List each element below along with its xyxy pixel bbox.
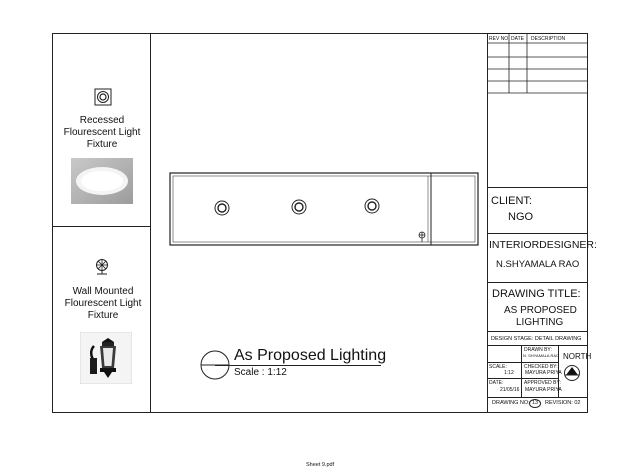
designer-top-border (487, 233, 588, 234)
recessed-light-marker (215, 201, 229, 215)
drawing-title-line1: AS PROPOSED (504, 305, 577, 316)
checked-by-value: MAYURA PRIYA (525, 370, 562, 376)
client-value: NGO (508, 211, 534, 223)
design-stage-bottom-border (487, 345, 588, 346)
date-label: DATE: (489, 380, 504, 386)
drawing-no-value: 13 (529, 399, 541, 408)
wall-light-photo (80, 332, 132, 384)
legend-label-recessed: Recessed Flourescent Light Fixture (63, 115, 141, 150)
scale-value: 1:12 (504, 370, 514, 376)
wall-light-marker (419, 232, 425, 242)
legend-label-wall: Wall Mounted Flourescent Light Fixture (64, 286, 142, 321)
design-stage: DESIGN STAGE: DETAIL DRAWING (491, 336, 582, 342)
legend-row-divider (52, 226, 150, 227)
sheet-footer: Sheet 9.pdf (306, 462, 335, 468)
drawing-scale: Scale : 1:12 (234, 367, 287, 378)
drawing-title: As Proposed Lighting (234, 347, 387, 364)
scale-label: SCALE: (489, 364, 507, 370)
legend-divider (150, 33, 151, 413)
wall-light-icon (94, 258, 110, 276)
recessed-light-icon (94, 88, 112, 106)
revision-label: REVISION: 02 (545, 400, 581, 406)
details-bottom-border (487, 397, 588, 398)
north-arrow-icon (563, 364, 581, 382)
details-row-2 (487, 378, 558, 379)
revision-table (487, 33, 588, 187)
rev-date-header: DATE (511, 36, 524, 42)
design-stage-top-border (487, 331, 588, 332)
recessed-light-marker (292, 200, 306, 214)
approved-by-label: APPROVED BY: (524, 380, 561, 386)
north-label: NORTH (563, 352, 592, 361)
checked-by-label: CHECKED BY: (524, 364, 558, 370)
room-plan (168, 172, 480, 246)
drawn-by-label: DRAWN BY: (524, 347, 552, 353)
date-value: 21/05/16 (500, 387, 520, 393)
drawn-by-value: N. SHYAMALA RAO (523, 353, 560, 358)
designer-value: N.SHYAMALA RAO (496, 259, 580, 270)
drawing-title-top-border (487, 282, 588, 283)
drawing-title-underline (215, 365, 381, 366)
recessed-light-marker (365, 199, 379, 213)
recessed-light-photo (71, 158, 133, 204)
client-label: CLIENT: (491, 195, 532, 207)
drawing-title-label: DRAWING TITLE: (492, 288, 581, 300)
approved-by-value: MAYURA PRIYA (525, 387, 562, 393)
drawing-title-line2: LIGHTING (516, 317, 564, 328)
designer-label: INTERIORDESIGNER: (489, 239, 597, 251)
client-top-border (487, 187, 588, 188)
rev-description-header: DESCRIPTION (531, 36, 566, 42)
details-col-1 (521, 345, 522, 397)
details-row-1 (487, 362, 558, 363)
rev-no-header: REV NO (489, 36, 509, 42)
drawing-no-label: DRAWING NO: (492, 400, 530, 406)
